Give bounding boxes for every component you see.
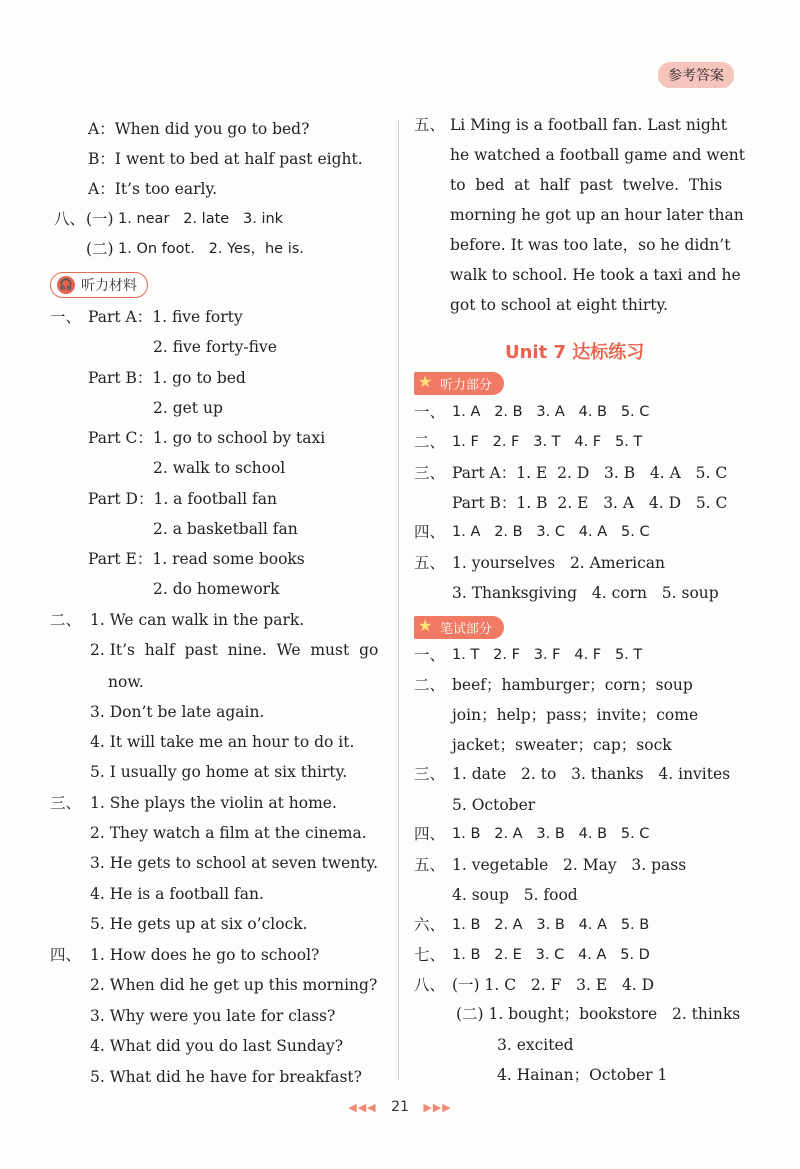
answer-line: 2. get up [153, 399, 223, 417]
answer-line: 2. five forty-five [153, 338, 277, 356]
answer-line: 3. He gets to school at seven twenty. [90, 854, 379, 872]
answer-line: Part C：1. go to school by taxi [88, 429, 326, 447]
answer-line: 3. Why were you late for class? [90, 1007, 336, 1025]
section-number: 八、 [54, 210, 86, 228]
answer-line: 1. yourselves 2. American [452, 554, 665, 572]
answer-line: jacket；sweater；cap；sock [452, 736, 672, 754]
answer-line: 4. It will take me an hour to do it. [90, 733, 355, 751]
answer-line: Part D：1. a football fan [88, 490, 277, 508]
answer-line: 1. We can walk in the park. [90, 611, 305, 629]
section-number: 一、 [50, 308, 82, 326]
answer-line: 1. A 2. B 3. A 4. B 5. C [452, 404, 650, 420]
answer-line: 2. It’s half past nine. We must go [90, 641, 379, 659]
writing-section-flag [414, 616, 504, 639]
answer-line: Part A：1. five forty [88, 308, 243, 326]
answer-line: 1. near 2. late 3. ink [118, 211, 284, 227]
answer-line: 4. soup 5. food [452, 886, 578, 904]
headphones-icon: 🎧 [57, 276, 75, 294]
section-number: 二、 [50, 611, 82, 629]
answer-line: 2. walk to school [153, 459, 286, 477]
section-number: 四、 [414, 825, 446, 843]
answer-line: 1. B 2. A 3. B 4. A 5. B [452, 917, 650, 933]
answer-line: Part B：1. go to bed [88, 369, 246, 387]
page-number: 21 [391, 1099, 409, 1115]
answer-line: 1. She plays the violin at home. [90, 794, 337, 812]
answer-line: 1. How does he go to school? [90, 946, 320, 964]
subsection-label: (一) [86, 210, 114, 228]
right-arrows-icon: ▶▶▶ [423, 1101, 452, 1114]
listening-section-text: 听力部分 [440, 378, 493, 393]
answer-line: 5. October [452, 796, 536, 814]
answer-line: 5. I usually go home at six thirty. [90, 763, 348, 781]
answer-line: 1. vegetable 2. May 3. pass [452, 856, 687, 874]
listening-section-flag [414, 372, 504, 395]
left-arrows-icon: ◀◀◀ [348, 1101, 377, 1114]
star-icon: ★ [418, 372, 433, 391]
section-number: 一、 [414, 646, 446, 664]
answer-line: (一) 1. C 2. F 3. E 4. D [452, 976, 655, 994]
section-number: 五、 [414, 116, 446, 134]
section-number: 六、 [414, 916, 446, 934]
passage-line: walk to school. He took a taxi and he [450, 266, 741, 284]
answer-line: 1. B 2. E 3. C 4. A 5. D [452, 947, 650, 963]
section-number: 七、 [414, 946, 446, 964]
answer-line: 5. He gets up at six o’clock. [90, 915, 308, 933]
answer-line: join；help；pass；invite；come [452, 706, 699, 724]
answer-line: 5. What did he have for breakfast? [90, 1068, 362, 1086]
passage-line: he watched a football game and went [450, 146, 745, 164]
answer-line: 3. Thanksgiving 4. corn 5. soup [452, 584, 719, 602]
section-number: 三、 [414, 765, 446, 783]
listening-material-label [50, 272, 148, 298]
answer-line: 4. What did you do last Sunday? [90, 1037, 344, 1055]
dialogue-line: B：I went to bed at half past eight. [88, 150, 363, 168]
answer-line: 2. When did he get up this morning? [90, 976, 378, 994]
listening-material-text: 听力材料 [81, 278, 137, 294]
writing-section-text: 笔试部分 [440, 622, 493, 637]
dialogue-line: A：When did you go to bed? [88, 120, 310, 138]
passage-line: to bed at half past twelve. This [450, 176, 723, 194]
passage-line: morning he got up an hour later than [450, 206, 744, 224]
answer-line: Part B：1. B 2. E 3. A 4. D 5. C [452, 494, 728, 512]
answer-line: 1. F 2. F 3. T 4. F 5. T [452, 434, 643, 450]
answer-line: Part E：1. read some books [88, 550, 305, 568]
answer-line: 3. Don’t be late again. [90, 703, 265, 721]
answer-key-badge: 参考答案 [658, 62, 734, 88]
section-number: 二、 [414, 676, 446, 694]
answer-line: beef；hamburger；corn；soup [452, 676, 693, 694]
passage-line: got to school at eight thirty. [450, 296, 669, 314]
column-divider [398, 120, 399, 1080]
answer-line: 1. A 2. B 3. C 4. A 5. C [452, 524, 650, 540]
answer-line: 2. a basketball fan [153, 520, 298, 538]
section-number: 三、 [414, 464, 446, 482]
section-number: 四、 [414, 523, 446, 541]
section-number: 三、 [50, 794, 82, 812]
answer-line: Part A：1. E 2. D 3. B 4. A 5. C [452, 464, 728, 482]
unit-title: Unit 7 达标练习 [505, 342, 645, 363]
answer-line: 1. date 2. to 3. thanks 4. invites [452, 765, 731, 783]
section-number: 一、 [414, 403, 446, 421]
answer-line: now. [108, 673, 144, 691]
passage-line: Li Ming is a football fan. Last night [450, 116, 728, 134]
section-number: 八、 [414, 976, 446, 994]
answer-line: 4. He is a football fan. [90, 885, 264, 903]
answer-line: 4. Hainan；October 1 [497, 1066, 668, 1084]
star-icon: ★ [418, 616, 433, 635]
passage-line: before. It was too late，so he didn’t [450, 236, 731, 254]
dialogue-line: A：It’s too early. [88, 180, 218, 198]
section-number: 五、 [414, 554, 446, 572]
section-number: 四、 [50, 946, 82, 964]
answer-line: 1. On foot. 2. Yes，he is. [118, 241, 304, 257]
answer-line: 1. T 2. F 3. F 4. F 5. T [452, 647, 643, 663]
subsection-label: (二) [86, 240, 114, 258]
answer-line: 3. excited [497, 1036, 574, 1054]
section-number: 五、 [414, 856, 446, 874]
page-footer [340, 1099, 460, 1115]
answer-line: 2. They watch a film at the cinema. [90, 824, 367, 842]
answer-line: (二) 1. bought；bookstore 2. thinks [456, 1005, 741, 1023]
section-number: 二、 [414, 433, 446, 451]
answer-line: 1. B 2. A 3. B 4. B 5. C [452, 826, 650, 842]
answer-line: 2. do homework [153, 580, 280, 598]
